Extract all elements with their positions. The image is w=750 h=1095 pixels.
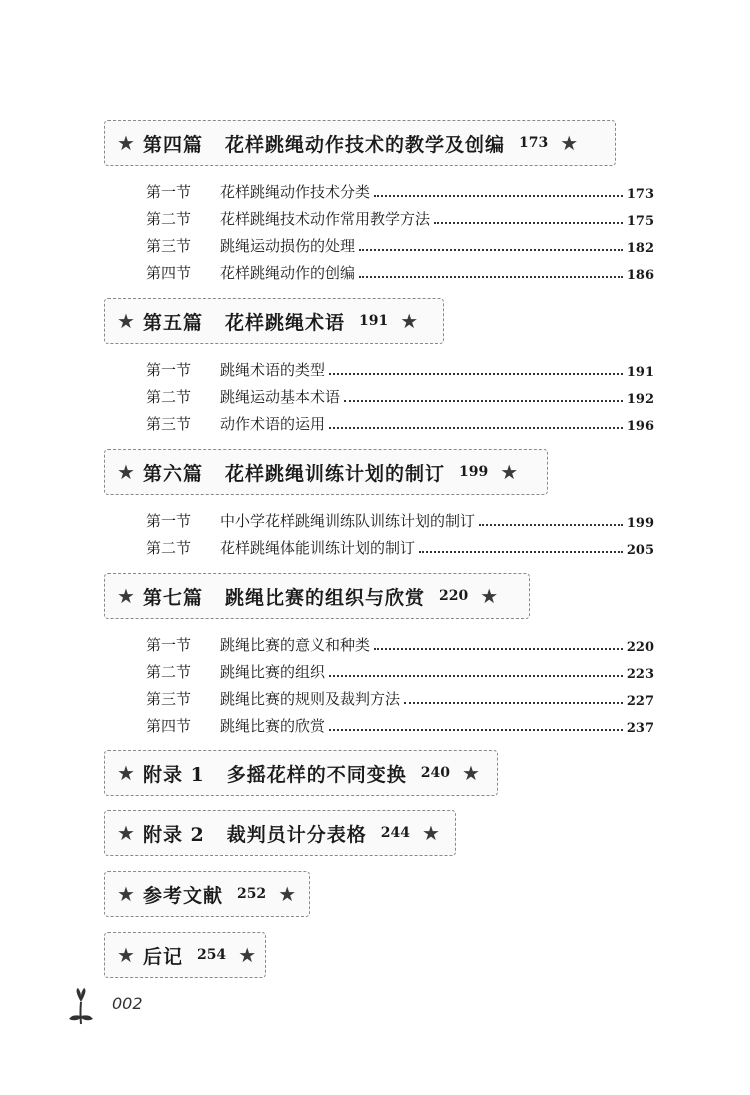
part-heading[interactable] [104,810,456,856]
section-page-number: 205 [626,543,654,558]
star-icon: ★ [400,309,419,333]
star-icon: ★ [278,882,297,906]
section-number: 第一节 [146,512,192,530]
dot-leader [374,194,623,197]
part-heading[interactable] [104,750,498,796]
section-entry[interactable] [146,660,654,682]
section-number: 第三节 [146,237,192,255]
part-title: 第五篇 [142,311,203,334]
section-entry[interactable] [146,207,654,229]
section-title: 跳绳运动基本术语 [220,388,341,406]
section-number: 第二节 [146,539,192,557]
section-page-number: 173 [626,187,654,202]
dot-leader [419,550,623,553]
section-page-number: 192 [626,392,654,407]
section-entry[interactable] [146,261,654,283]
part-title: 附录 1 [142,763,205,786]
dot-leader [359,275,623,278]
section-entry[interactable] [146,714,654,736]
section-page-number: 175 [626,214,654,229]
star-icon: ★ [117,309,135,333]
star-icon: ★ [117,584,135,608]
part-page-number: 254 [196,947,227,963]
section-title: 跳绳比赛的欣赏 [220,717,326,735]
section-entry[interactable] [146,385,654,407]
dot-leader [329,372,623,375]
star-icon: ★ [117,821,135,845]
star-icon: ★ [238,943,257,967]
dot-leader [329,426,623,429]
part-title: 第六篇 [142,462,203,485]
section-entry[interactable] [146,509,654,531]
star-icon: ★ [117,131,135,155]
part-page-number: 173 [518,135,549,151]
section-entry[interactable] [146,358,654,380]
section-page-number: 237 [626,721,654,736]
section-title: 动作术语的运用 [220,415,326,433]
section-title: 中小学花样跳绳训练队训练计划的制订 [220,512,476,530]
section-number: 第四节 [146,717,192,735]
section-number: 第四节 [146,264,192,282]
part-heading[interactable] [104,932,266,978]
part-page-number: 191 [358,313,389,329]
part-heading[interactable] [104,449,548,495]
part-heading[interactable] [104,298,444,344]
page-number: 002 [112,994,143,1013]
section-number: 第三节 [146,690,192,708]
section-entry[interactable] [146,412,654,434]
section-entry[interactable] [146,180,654,202]
section-title: 跳绳比赛的规则及裁判方法 [220,690,401,708]
section-number: 第二节 [146,663,192,681]
part-name: 花样跳绳术语 [224,311,345,334]
star-icon: ★ [462,761,480,785]
star-icon: ★ [117,943,135,967]
part-name: 花样跳绳动作技术的教学及创编 [224,133,505,156]
part-heading[interactable] [104,573,530,619]
part-title: 附录 2 [142,823,205,846]
dot-leader [434,221,623,224]
part-name: 花样跳绳训练计划的制订 [224,462,445,485]
section-page-number: 186 [626,268,654,283]
part-page-number: 220 [438,588,469,604]
star-icon: ★ [422,821,440,845]
section-title: 跳绳术语的类型 [220,361,326,379]
dot-leader [374,647,623,650]
star-icon: ★ [117,761,135,785]
part-name: 多摇花样的不同变换 [226,763,407,786]
part-name: 裁判员计分表格 [226,823,367,846]
star-icon: ★ [117,882,135,906]
section-title: 花样跳绳动作技术分类 [220,183,371,201]
dot-leader [359,248,623,251]
part-page-number: 244 [380,825,411,841]
section-title: 跳绳运动损伤的处理 [220,237,356,255]
section-page-number: 196 [626,419,654,434]
star-icon: ★ [500,460,519,484]
part-page-number: 252 [236,886,267,902]
section-page-number: 191 [626,365,654,380]
section-entry[interactable] [146,633,654,655]
sprout-icon [66,986,96,1026]
section-page-number: 199 [626,516,654,531]
part-title: 第四篇 [142,133,203,156]
section-entry[interactable] [146,234,654,256]
section-number: 第一节 [146,361,192,379]
star-icon: ★ [117,460,135,484]
section-title: 花样跳绳体能训练计划的制订 [220,539,416,557]
dot-leader [344,399,623,402]
section-title: 跳绳比赛的意义和种类 [220,636,371,654]
section-title: 花样跳绳动作的创编 [220,264,356,282]
section-entry[interactable] [146,536,654,558]
part-title: 后记 [142,945,183,968]
section-number: 第一节 [146,636,192,654]
section-number: 第一节 [146,183,192,201]
section-page-number: 220 [626,640,654,655]
part-heading[interactable] [104,871,310,917]
dot-leader [329,728,623,731]
part-name: 跳绳比赛的组织与欣赏 [224,586,425,609]
dot-leader [404,701,623,704]
star-icon: ★ [560,131,579,155]
part-page-number: 240 [420,765,451,781]
section-page-number: 227 [626,694,654,709]
section-title: 跳绳比赛的组织 [220,663,326,681]
part-heading[interactable] [104,120,616,166]
section-number: 第二节 [146,388,192,406]
dot-leader [329,674,623,677]
section-number: 第三节 [146,415,192,433]
section-page-number: 223 [626,667,654,682]
dot-leader [479,523,623,526]
section-title: 花样跳绳技术动作常用教学方法 [220,210,431,228]
part-title: 参考文献 [142,884,223,907]
part-title: 第七篇 [142,586,203,609]
part-page-number: 199 [458,464,489,480]
section-page-number: 182 [626,241,654,256]
star-icon: ★ [480,584,499,608]
section-number: 第二节 [146,210,192,228]
section-entry[interactable] [146,687,654,709]
